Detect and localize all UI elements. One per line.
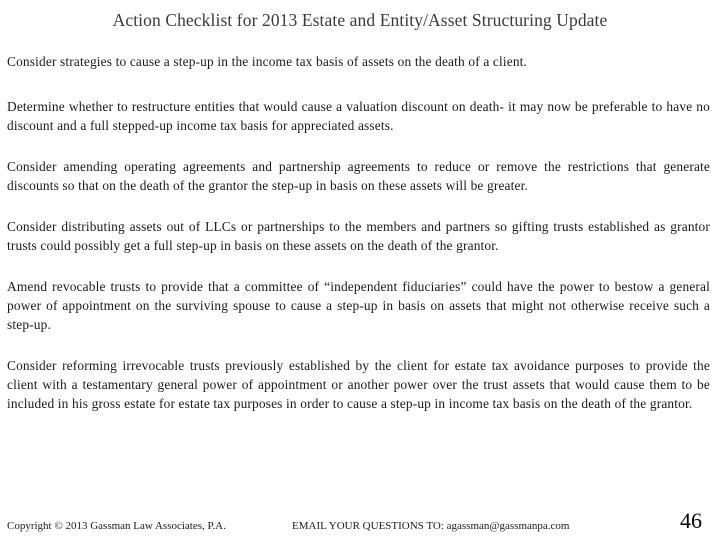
checklist-paragraph-restructure-entities: Determine whether to restructure entities that would cause a valuation discount on death- it may now be preferable to have no discount and a full stepped-up income tax basis for appreciated assets. xyxy=(7,99,710,133)
footer-email: EMAIL YOUR QUESTIONS TO: agassman@gassmanpa.com xyxy=(292,520,570,532)
checklist-paragraph-step-up-strategies: Consider strategies to cause a step-up in the income tax basis of assets on the death of a client. xyxy=(7,54,528,69)
page-number: 46 xyxy=(680,508,702,533)
slide-title: Action Checklist for 2013 Estate and Entity/Asset Structuring Update xyxy=(112,10,608,30)
checklist-paragraph-amend-revocable-trusts: Amend revocable trusts to provide that a committee of “independent fiduciaries” could have the power to bestow a general power of appointment on the surviving spouse to cause a step-up in basis on assets that might not otherwise receive such a step-up. xyxy=(7,279,710,332)
checklist-paragraph-reform-irrevocable-trusts: Consider reforming irrevocable trusts previously established by the client for estate tax avoidance purposes to provide the client with a testamentary general power of appointment or another power over the trust assets that would cause them to be included in his gross estate for estate tax purposes in order to cause a step-up in income tax basis on the death of the grantor. xyxy=(7,358,710,411)
checklist-paragraph-distribute-assets: Consider distributing assets out of LLCs or partnerships to the members and partners so gifting trusts established as grantor trusts could possibly get a full step-up in basis on these assets on the death of the grantor. xyxy=(7,219,710,253)
footer-copyright: Copyright © 2013 Gassman Law Associates, P.A. xyxy=(7,520,226,532)
checklist-body xyxy=(7,52,710,413)
checklist-paragraph-amend-agreements: Consider amending operating agreements and partnership agreements to reduce or remove the restrictions that generate discounts so that on the death of the grantor the step-up in basis on these assets will be greater. xyxy=(7,159,710,193)
